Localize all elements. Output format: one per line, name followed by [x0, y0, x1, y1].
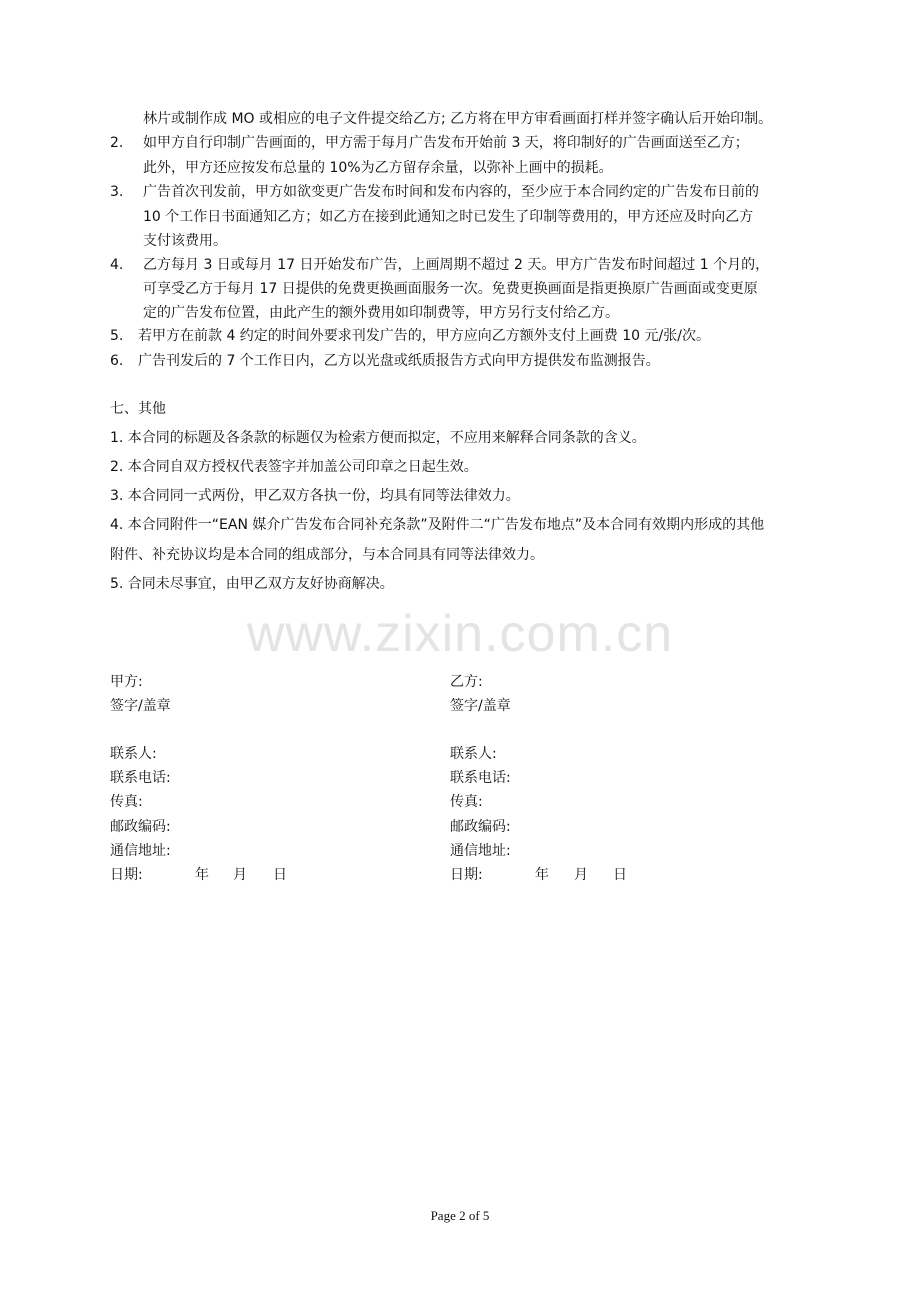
section-item: 2. 本合同自双方授权代表签字并加盖公司印章之日起生效。 — [110, 459, 478, 475]
party-a-phone: 联系电话: — [110, 770, 171, 786]
party-a-day: 日 — [273, 867, 287, 883]
clause-text: 10 个工作日书面通知乙方；如乙方在接到此通知之时已发生了印制等费用的，甲方还应及时向乙方 — [143, 209, 754, 225]
party-a-year: 年 — [195, 867, 209, 883]
clause-number: 3. — [110, 184, 124, 200]
party-b-phone: 联系电话: — [450, 770, 511, 786]
party-a-contact: 联系人: — [110, 746, 157, 762]
party-a-month: 月 — [233, 867, 247, 883]
section-item: 1. 本合同的标题及各条款的标题仅为检索方便而拟定，不应用来解释合同条款的含义。 — [110, 430, 646, 446]
party-b-label: 乙方: — [450, 674, 483, 690]
section-item: 4. 本合同附件一“EAN 媒介广告发布合同补充条款”及附件二“广告发布地点”及本合同有效期内形成的其他 — [110, 517, 765, 533]
party-a-date-label: 日期: — [110, 867, 143, 883]
clause-text: 定的广告发布位置，由此产生的额外费用如印制费等，甲方另行支付给乙方。 — [143, 305, 619, 321]
party-b-date-label: 日期: — [450, 867, 483, 883]
page-footer: Page 2 of 5 — [430, 1208, 490, 1223]
section-item: 5. 合同未尽事宜，由甲乙双方友好协商解决。 — [110, 576, 394, 592]
party-b-postal: 邮政编码: — [450, 819, 511, 835]
party-b-contact: 联系人: — [450, 746, 497, 762]
section-heading: 七、其他 — [110, 401, 166, 417]
party-b-year: 年 — [535, 867, 549, 883]
watermark: www.zixin.com.cn — [246, 605, 674, 663]
section-item: 附件、补充协议均是本合同的组成部分，与本合同具有同等法律效力。 — [110, 547, 544, 563]
party-b-fax: 传真: — [450, 794, 483, 810]
clause-text: 若甲方在前款 4 约定的时间外要求刊发广告的，甲方应向乙方额外支付上画费 10 元/张/次。 — [138, 328, 710, 344]
clause-text: 广告首次刊发前，甲方如欲变更广告发布时间和发布内容的，至少应于本合同约定的广告发布日前的 — [143, 184, 759, 200]
party-a-fax: 传真: — [110, 794, 143, 810]
section-item: 3. 本合同同一式两份，甲乙双方各执一份，均具有同等法律效力。 — [110, 488, 520, 504]
clause-continuation: 林片或制作成 MO 或相应的电子文件提交给乙方; 乙方将在甲方审看画面打样并签字确认后开始印制。 — [143, 111, 773, 127]
clause-number: 4. — [110, 257, 124, 273]
clause-text: 乙方每月 3 日或每月 17 日开始发布广告，上画周期不超过 2 天。甲方广告发布时间超过 1 个月的， — [143, 257, 770, 273]
party-a-address: 通信地址: — [110, 843, 171, 859]
clause-text: 此外，甲方还应按发布总量的 10%为乙方留存余量，以弥补上画中的损耗。 — [143, 160, 613, 176]
clause-text: 如甲方自行印制广告画面的，甲方需于每月广告发布开始前 3 天，将印制好的广告画面送至乙方； — [143, 135, 749, 151]
clause-number: 2. — [110, 135, 124, 151]
party-b-address: 通信地址: — [450, 843, 511, 859]
party-b-sign-seal: 签字/盖章 — [450, 698, 511, 714]
clause-number: 5. — [110, 328, 124, 344]
party-b-day: 日 — [613, 867, 627, 883]
clause-text: 广告刊发后的 7 个工作日内，乙方以光盘或纸质报告方式向甲方提供发布监测报告。 — [138, 353, 660, 369]
party-a-label: 甲方: — [110, 674, 143, 690]
clause-number: 6. — [110, 353, 124, 369]
party-a-postal: 邮政编码: — [110, 819, 171, 835]
clause-text: 可享受乙方于每月 17 日提供的免费更换画面服务一次。免费更换画面是指更换原广告画面或变更原 — [143, 281, 758, 297]
party-a-sign-seal: 签字/盖章 — [110, 698, 171, 714]
party-b-month: 月 — [574, 867, 588, 883]
clause-text: 支付该费用。 — [143, 233, 227, 249]
